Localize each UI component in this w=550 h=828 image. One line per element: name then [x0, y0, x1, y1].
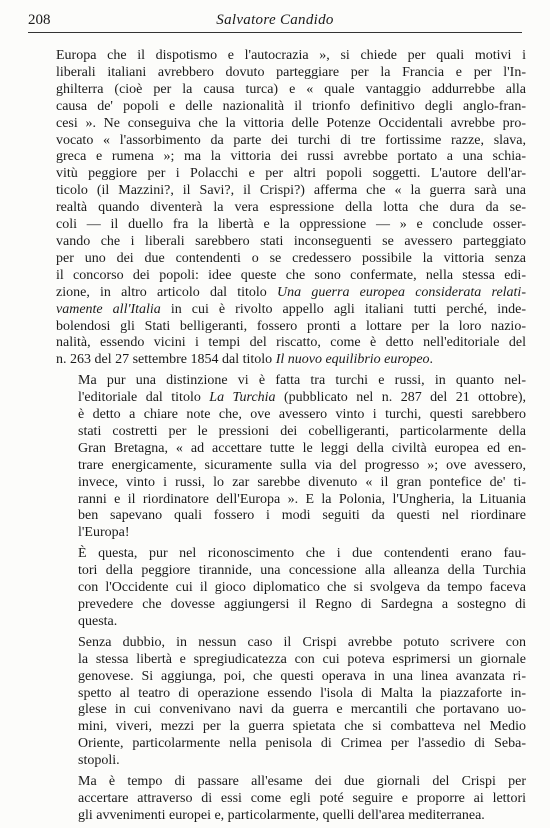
paragraph-2 [56, 373, 526, 542]
text-line: vamente all'Italia in cui è rivolto appello agli italiani tutti perché, inde- [56, 301, 526, 317]
text-line: spetto al teatro di operazione essendo l'isola di Malta la piazzaforte in- [78, 685, 526, 701]
text-line: la stessa libertà e spregiudicatezza con cui poteva esprimersi un giornale [78, 651, 526, 667]
text-line: accertare attraverso di essi come egli poté seguire e proporre ai lettori [78, 790, 526, 806]
text-line: per uno dei due contendenti o se credessero possibile la vittoria senza [56, 250, 526, 266]
text-line: trare energicamente, sicuramente sulla via del progresso »; ove avessero, [78, 457, 526, 473]
text-line: questa. [78, 613, 118, 629]
running-title: Salvatore Candido [216, 12, 334, 28]
text-line: ranni e il riordinatore dell'Europa ». E la Polonia, l'Ungheria, la Lituania [78, 491, 526, 507]
text-line: causa de' popoli e delle nazionalità il trionfo definitivo degli anglo-fran- [56, 98, 526, 114]
text-line: È questa, pur nel riconoscimento che i due contendenti erano fau- [78, 546, 526, 562]
text-line: stopoli. [78, 753, 120, 769]
text-line: nalità, essendo vicini i tempi del riscatto, come è detto nell'editoriale del [56, 335, 526, 351]
text-line: il concorso dei popoli: idee queste che sono confermate, nella stessa edi- [56, 267, 526, 283]
text-line: gli avvenimenti europei e, particolarmente, quelli dell'area mediterranea. [78, 807, 485, 823]
running-header [28, 12, 522, 33]
text-line: invece, vinto i russi, lo zar sarebbe divenuto « il gran pontefice de' ti- [78, 474, 526, 490]
paragraph-3 [56, 546, 526, 631]
body-text [56, 48, 526, 825]
text-line: n. 263 del 27 settembre 1854 dal titolo Il nuovo equilibrio europeo. [56, 352, 434, 368]
text-line: prevedere che dovesse aggiungersi il Regno di Sardegna a sostegno di [78, 597, 526, 612]
text-line: glese in cui convenivano navi da guerra e mercantili che portavano uo- [78, 702, 526, 718]
text-line: vitù peggiore per i Polacchi e per altri popoli soggetti. L'autore dell'ar- [56, 166, 526, 182]
text-line: Senza dubbio, in nessun caso il Crispi avrebbe potuto scrivere con [78, 634, 526, 650]
text-line: ghilterra (cioè per la causa turca) e « quale vantaggio addurrebbe alla [56, 81, 526, 97]
text-line: è detto a chiare note che, ove avessero vinto i turchi, questi sarebbero [78, 407, 526, 423]
paragraph-1 [56, 48, 526, 369]
text-line: genovese. Si aggiunga, poi, che questi operava in una linea avanzata ri- [78, 668, 526, 684]
text-line: bolendosi gli Stati belligeranti, fossero pronti a lottare per la loro nazio- [56, 318, 526, 334]
text-line: l'Europa! [78, 525, 130, 541]
text-line: stati costretti per le pressioni dei cobelligeranti, particolarmente della [78, 423, 526, 439]
text-line: Oriente, particolarmente nella penisola di Crimea per l'assedio di Seba- [78, 736, 526, 752]
text-line: ticolo (il Mazzini?, il Savi?, il Crispi?) afferma che « la guerra sarà una [56, 183, 526, 199]
text-line: con l'Occidente cui il gioco diplomatico che si svolgeva da tempo faceva [78, 580, 526, 596]
text-line: liberali italiani avrebbero dovuto parteggiare per la Francia e per l'In- [56, 64, 526, 80]
text-line: ben sapevano quali fossero i modi seguiti da questi nel riordinare [78, 508, 526, 524]
text-line: Ma pur una distinzione vi è fatta tra turchi e russi, in quanto nel- [78, 373, 526, 389]
text-line: cesi ». Ne conseguiva che la vittoria delle Potenze Occidentali avrebbe pro- [56, 115, 526, 131]
text-line: Gran Bretagna, « ad accettare tutte le leggi della civiltà europea ed en- [78, 440, 526, 456]
page-number: 208 [28, 12, 51, 28]
text-line: greca e rumena »; ma la vittoria dei russi avrebbe portato a una schia- [56, 149, 526, 165]
text-line: Europa che il dispotismo e l'autocrazia », si chiede per quali motivi i [56, 48, 526, 63]
text-line: l'editoriale dal titolo La Turchia (pubblicato nel n. 287 del 21 ottobre), [78, 390, 526, 406]
paragraph-5 [56, 774, 526, 825]
text-line: realtà quando diventerà la vera espressione della lotta che dura da se- [56, 200, 526, 216]
text-line: vando che i liberali sarebbero stati inconseguenti se avessero parteggiato [56, 233, 526, 249]
text-line: Ma è tempo di passare all'esame dei due giornali del Crispi per [78, 774, 526, 790]
text-line: tori della peggiore tirannide, una concessione alla alleanza della Turchia [78, 563, 526, 579]
text-line: zione, in altro articolo dal titolo Una guerra europea considerata relati- [56, 284, 526, 300]
text-line: coli — il duello fra la libertà e la oppressione — » e conclude osser- [56, 217, 526, 233]
text-line: vocato « l'assorbimento da parte dei turchi di tre fortissime razze, slava, [56, 132, 526, 148]
text-line: mini, viveri, mezzi per la guerra spietata che si combatteva nel Medio [78, 719, 526, 735]
paragraph-4 [56, 635, 526, 770]
